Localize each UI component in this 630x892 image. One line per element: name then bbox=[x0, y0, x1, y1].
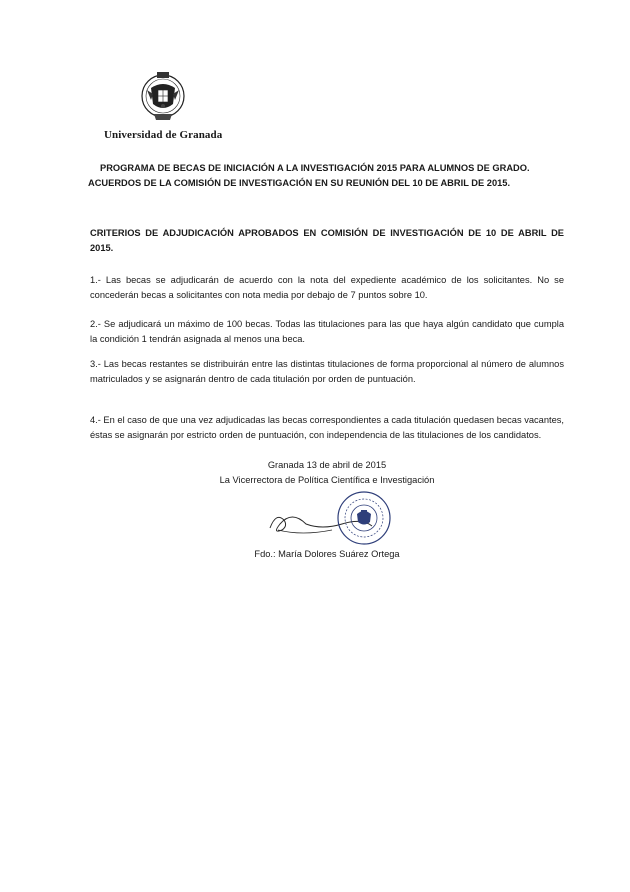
signing-date: Granada 13 de abril de 2015 bbox=[267, 460, 387, 470]
institution-name: Universidad de Granada bbox=[104, 129, 223, 141]
criterion-paragraph-4: 4.- En el caso de que una vez adjudicadas las becas correspondientes a cada titulación quedasen becas vacantes, éstas se asignarán por estricto orden de puntuación, con independencia de las titulaciones de los candidatos. bbox=[90, 415, 564, 440]
signer-position: La Vicerrectora de Política Científica e Investigación bbox=[219, 475, 435, 485]
criteria-heading: CRITERIOS DE ADJUDICACIÓN APROBADOS EN COMISIÓN DE INVESTIGACIÓN DE 10 DE ABRIL DE 2015. bbox=[90, 228, 564, 253]
signed-by: Fdo.: María Dolores Suárez Ortega bbox=[254, 549, 400, 559]
criterion-paragraph-2: 2.- Se adjudicará un máximo de 100 becas. Todas las titulaciones para las que haya algún candidato que cumpla la condición 1 tendrán asignada al menos una beca. bbox=[90, 319, 564, 344]
criterion-paragraph-1: 1.- Las becas se adjudicarán de acuerdo con la nota del expediente académico de los solicitantes. No se concederán becas a solicitantes con nota media por debajo de 7 puntos sobre 10. bbox=[90, 275, 564, 300]
agreement-title: ACUERDOS DE LA COMISIÓN DE INVESTIGACIÓN EN SU REUNIÓN DEL 10 DE ABRIL DE 2015. bbox=[88, 178, 511, 188]
criterion-paragraph-3: 3.- Las becas restantes se distribuirán entre las distintas titulaciones de forma proporcional al número de alumnos matriculados y se asignarán dentro de cada titulación por orden de puntuación. bbox=[90, 359, 564, 384]
program-title: PROGRAMA DE BECAS DE INICIACIÓN A LA INVESTIGACIÓN 2015 PARA ALUMNOS DE GRADO. bbox=[100, 163, 530, 173]
university-crest-logo bbox=[140, 70, 186, 126]
official-stamp bbox=[336, 490, 392, 546]
